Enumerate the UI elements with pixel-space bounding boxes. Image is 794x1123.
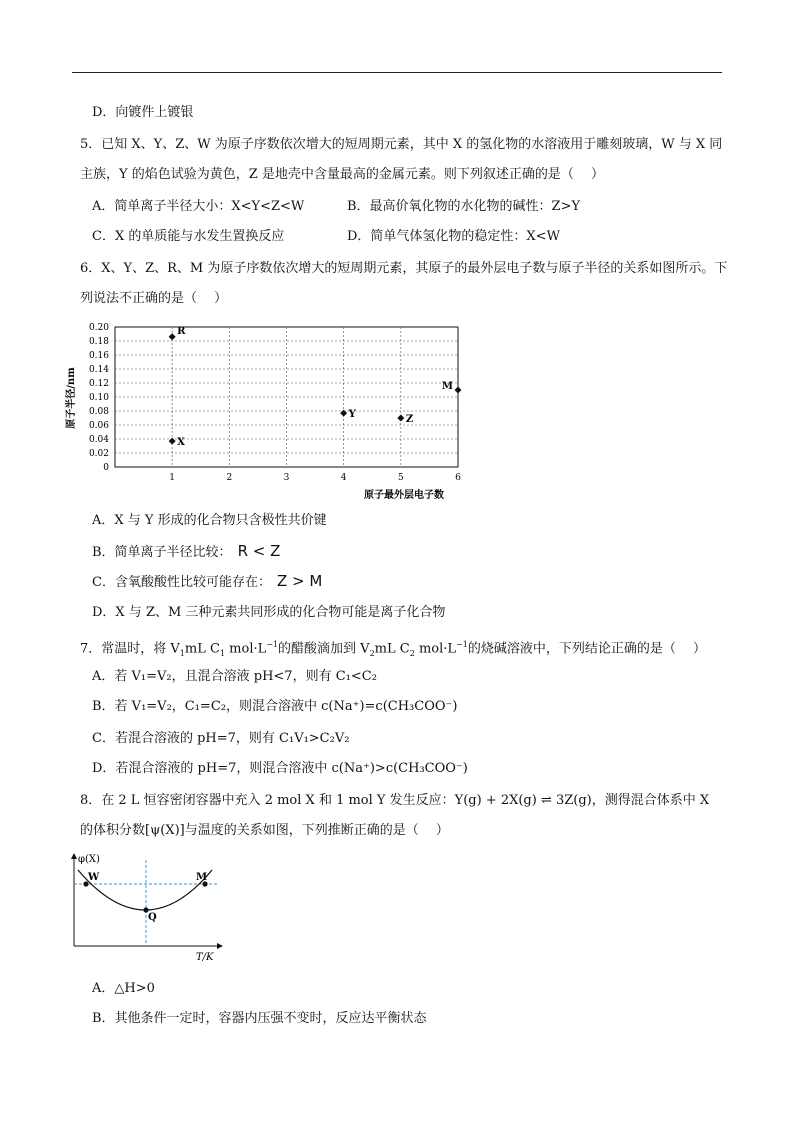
chart1-ytick-label: 0.04 xyxy=(88,435,109,445)
chart1-ytick-label: 0.08 xyxy=(88,407,109,417)
chart1-point-label-y: Y xyxy=(348,409,356,421)
q6-option-c-text: C．含氧酸酸性比较可能存在： xyxy=(92,575,271,590)
chart1-xtick-label: 6 xyxy=(455,473,461,483)
q7-option-b: B．若 V₁=V₂，C₁=C₂，则混合溶液中 c(Na⁺)=c(CH₃COO⁻) xyxy=(92,699,458,714)
chart1-point-m xyxy=(455,387,462,394)
chart1-point-label-z: Z xyxy=(405,414,414,425)
q7-option-d: D．若混合溶液的 pH=7，则混合溶液中 c(Na⁺)>c(CH₃COO⁻) xyxy=(92,761,468,776)
chart1-xtick-label: 4 xyxy=(340,473,347,483)
q8-stem-line2: 的体积分数[ψ(X)]与温度的关系如图，下列推断正确的是（ ） xyxy=(80,823,449,838)
q6-option-d: D．X 与 Z、M 三种元素共同形成的化合物可能是离子化合物 xyxy=(92,605,446,620)
chart1-ytick-label: 0.20 xyxy=(88,323,109,333)
chart1-ylabel: 原子半径/nm xyxy=(66,367,77,429)
chart2-ylabel: φ(X) xyxy=(78,854,100,865)
q6-option-b-text: B．简单离子半径比较： xyxy=(92,545,232,560)
q7-option-c: C．若混合溶液的 pH=7，则有 C₁V₁>C₂V₂ xyxy=(92,731,350,746)
chart1-xtick-label: 2 xyxy=(226,473,233,483)
q5-stem-line2: 主族，Y 的焰色试验为黄色，Z 是地壳中含量最高的金属元素。则下列叙述正确的是（ ） xyxy=(80,167,605,182)
chart1-ytick-label: 0.14 xyxy=(88,365,109,375)
q4-option-d: D．向镀件上镀银 xyxy=(92,105,194,120)
q8-option-b: B．其他条件一定时，容器内压强不变时，反应达平衡状态 xyxy=(92,1011,427,1026)
q6-option-a: A．X 与 Y 形成的化合物只含极性共价键 xyxy=(92,513,327,528)
q6-option-b-formula: R < Z xyxy=(237,542,281,560)
q6-stem-line2: 列说法不正确的是（ ） xyxy=(80,291,228,306)
chart1-ytick-label: 0 xyxy=(103,463,109,473)
chart2-xlabel: T/K xyxy=(196,952,214,963)
chart1-xtick-label: 1 xyxy=(169,473,176,483)
q8-stem-line1: 8．在 2 L 恒容密闭容器中充入 2 mol X 和 1 mol Y 发生反应：Y(g) + 2X(g) ⇌ 3Z(g)，测得混合体系中 X xyxy=(80,793,710,808)
chart2-label-w: W xyxy=(88,872,100,883)
chart2-label-q: Q xyxy=(148,912,157,923)
phi-temperature-chart xyxy=(60,850,230,966)
q6-stem-line1: 6．X、Y、Z、R、M 为原子序数依次增大的短周期元素，其原子的最外层电子数与原子半径的关系如图所示。下 xyxy=(80,261,728,276)
chart2-label-m: M xyxy=(196,872,208,883)
q8-option-a: A．△H>0 xyxy=(92,981,155,996)
chart1-point-label-x: X xyxy=(177,437,185,449)
chart1-ytick-label: 0.02 xyxy=(88,449,109,459)
q5-option-c: C．X 的单质能与水发生置换反应 xyxy=(92,229,285,244)
chart1-ytick-label: 0.12 xyxy=(88,379,109,389)
chart1-xtick-label: 5 xyxy=(397,473,404,483)
q6-option-c xyxy=(92,572,322,592)
chart1-point-label-r: R xyxy=(177,325,186,337)
q6-option-c-formula: Z > M xyxy=(276,572,323,590)
chart1-point-z xyxy=(397,415,404,422)
chart1-ytick-label: 0.18 xyxy=(88,337,109,347)
q7-option-a: A．若 V₁=V₂，且混合溶液 pH<7，则有 C₁<C₂ xyxy=(92,669,377,684)
q7-stem: 7．常温时，将 $V_1mL$ $C_1$ $mol\cdot L^{-1}$的醋酸滴加到 $V_2mL$ $C_2$ $mol\cdot L^{-1}$的烧碱溶液中，下列结论正确的是（ ） xyxy=(80,640,706,658)
chart1-xlabel: 原子最外层电子数 xyxy=(364,490,444,501)
q5-option-b: B．最高价氧化物的水化物的碱性：Z>Y xyxy=(347,199,581,214)
header-rule xyxy=(72,72,722,73)
chart1-point-x xyxy=(169,438,176,445)
radius-scatter-chart xyxy=(60,318,480,504)
chart1-point-y xyxy=(340,410,347,417)
q5-option-d: D．简单气体氢化物的稳定性：X<W xyxy=(347,229,560,244)
q5-option-a: A．简单离子半径大小：X<Y<Z<W xyxy=(92,199,305,214)
chart1-ytick-label: 0.10 xyxy=(88,393,109,403)
chart1-xtick-label: 3 xyxy=(283,473,290,483)
q5-stem-line1: 5．已知 X、Y、Z、W 为原子序数依次增大的短周期元素，其中 X 的氢化物的水溶液用于雕刻玻璃，W 与 X 同 xyxy=(80,137,723,152)
chart1-point-label-m: M xyxy=(441,381,453,392)
chart1-ytick-label: 0.16 xyxy=(88,351,109,361)
q6-option-b xyxy=(92,542,280,562)
chart1-ytick-label: 0.06 xyxy=(88,421,109,431)
chart1-point-r xyxy=(169,333,176,340)
